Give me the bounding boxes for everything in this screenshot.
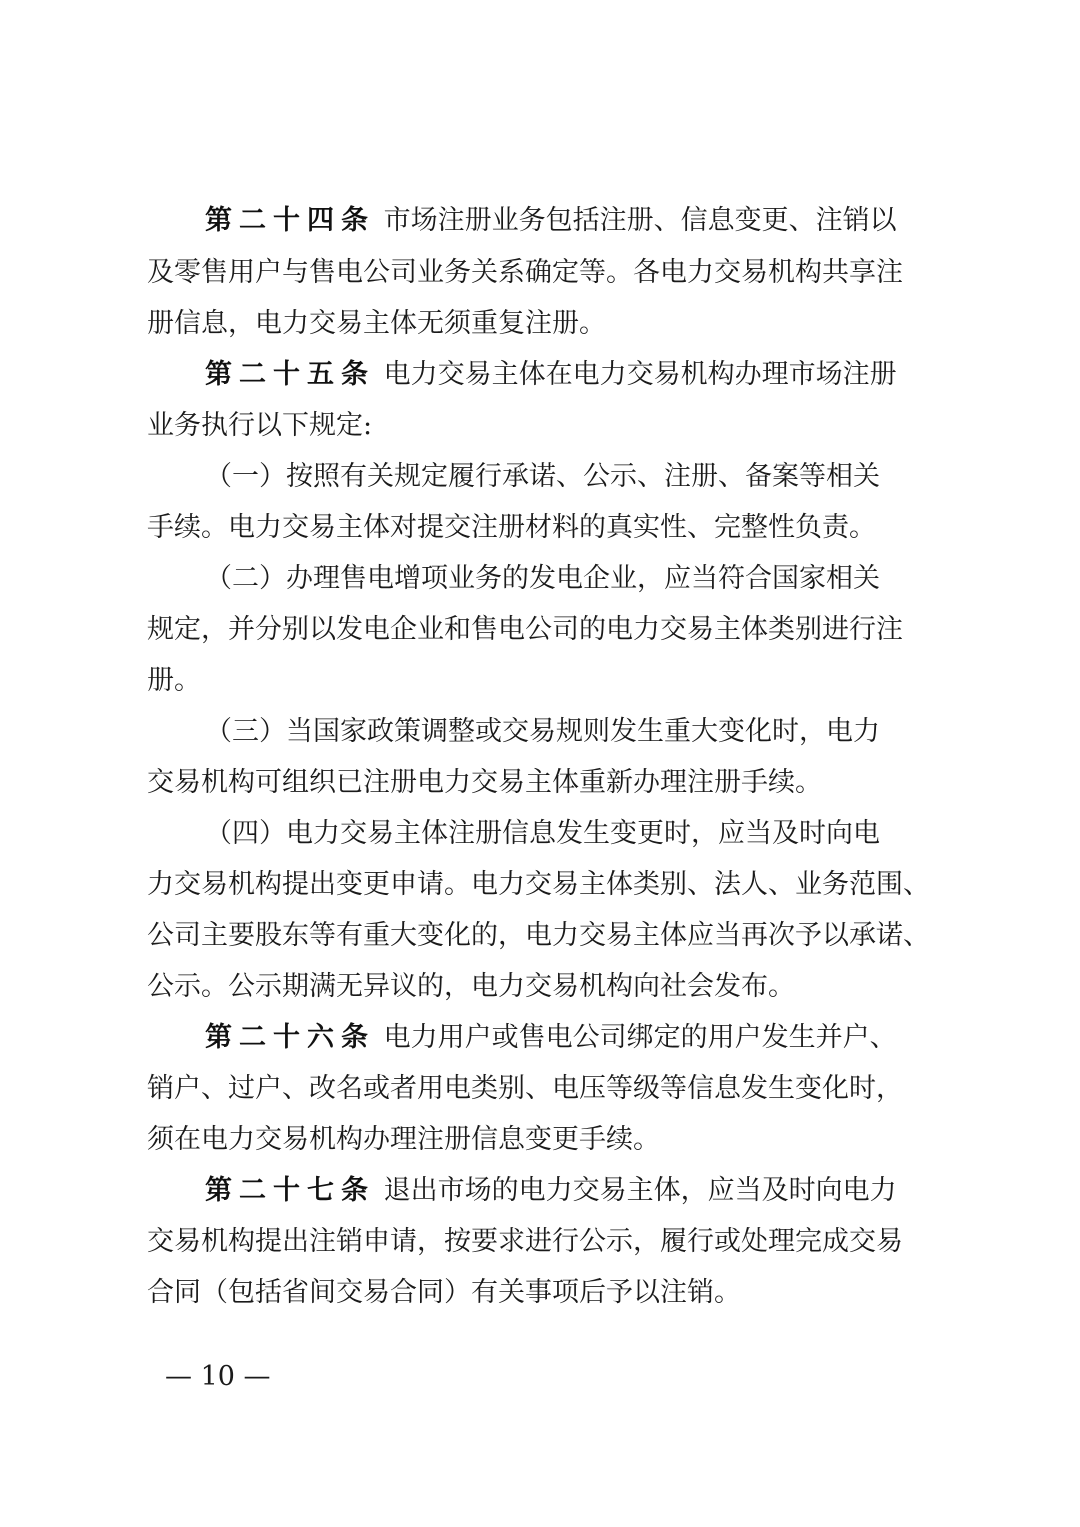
article-25-line-2: 业务执行以下规定:	[147, 410, 373, 441]
clause-3-line-1: （三）当国家政策调整或交易规则发生重大变化时，电力	[205, 716, 880, 747]
article-text: 市场注册业务包括注册、信息变更、注销以	[375, 205, 897, 236]
clause-4-line-2: 力交易机构提出变更申请。电力交易主体类别、法人、业务范围、	[147, 869, 930, 900]
page-number: — 10 —	[165, 1361, 271, 1392]
article-text: 电力交易主体在电力交易机构办理市场注册	[375, 359, 897, 390]
article-24-line-3: 册信息，电力交易主体无须重复注册。	[147, 308, 606, 339]
clause-3-line-2: 交易机构可组织已注册电力交易主体重新办理注册手续。	[147, 767, 822, 798]
article-27-line-1	[205, 1166, 897, 1216]
clause-2-line-3: 册。	[147, 665, 201, 696]
clause-1-line-1: （一）按照有关规定履行承诺、公示、注册、备案等相关	[205, 461, 880, 492]
clause-2-line-2: 规定，并分别以发电企业和售电公司的电力交易主体类别进行注	[147, 614, 903, 645]
article-24-line-2: 及零售用户与售电公司业务关系确定等。各电力交易机构共享注	[147, 257, 903, 288]
clause-2-line-1: （二）办理售电增项业务的发电企业，应当符合国家相关	[205, 563, 880, 594]
article-heading: 第二十四条	[205, 205, 375, 236]
article-text: 电力用户或售电公司绑定的用户发生并户、	[375, 1022, 897, 1053]
article-24-line-1	[205, 196, 897, 246]
article-text: 退出市场的电力交易主体，应当及时向电力	[375, 1175, 897, 1206]
article-27-line-3: 合同（包括省间交易合同）有关事项后予以注销。	[147, 1277, 741, 1308]
article-heading: 第二十五条	[205, 359, 375, 390]
article-27-line-2: 交易机构提出注销申请，按要求进行公示，履行或处理完成交易	[147, 1226, 903, 1257]
article-25-line-1	[205, 350, 897, 400]
clause-4-line-1: （四）电力交易主体注册信息发生变更时，应当及时向电	[205, 818, 880, 849]
article-26-line-3: 须在电力交易机构办理注册信息变更手续。	[147, 1124, 660, 1155]
clause-4-line-3: 公司主要股东等有重大变化的，电力交易主体应当再次予以承诺、	[147, 920, 930, 951]
article-26-line-2: 销户、过户、改名或者用电类别、电压等级等信息发生变化时，	[147, 1073, 903, 1104]
article-heading: 第二十六条	[205, 1022, 375, 1053]
clause-4-line-4: 公示。公示期满无异议的，电力交易机构向社会发布。	[147, 971, 795, 1002]
clause-1-line-2: 手续。电力交易主体对提交注册材料的真实性、完整性负责。	[147, 512, 876, 543]
article-26-line-1	[205, 1013, 897, 1063]
article-heading: 第二十七条	[205, 1175, 375, 1206]
